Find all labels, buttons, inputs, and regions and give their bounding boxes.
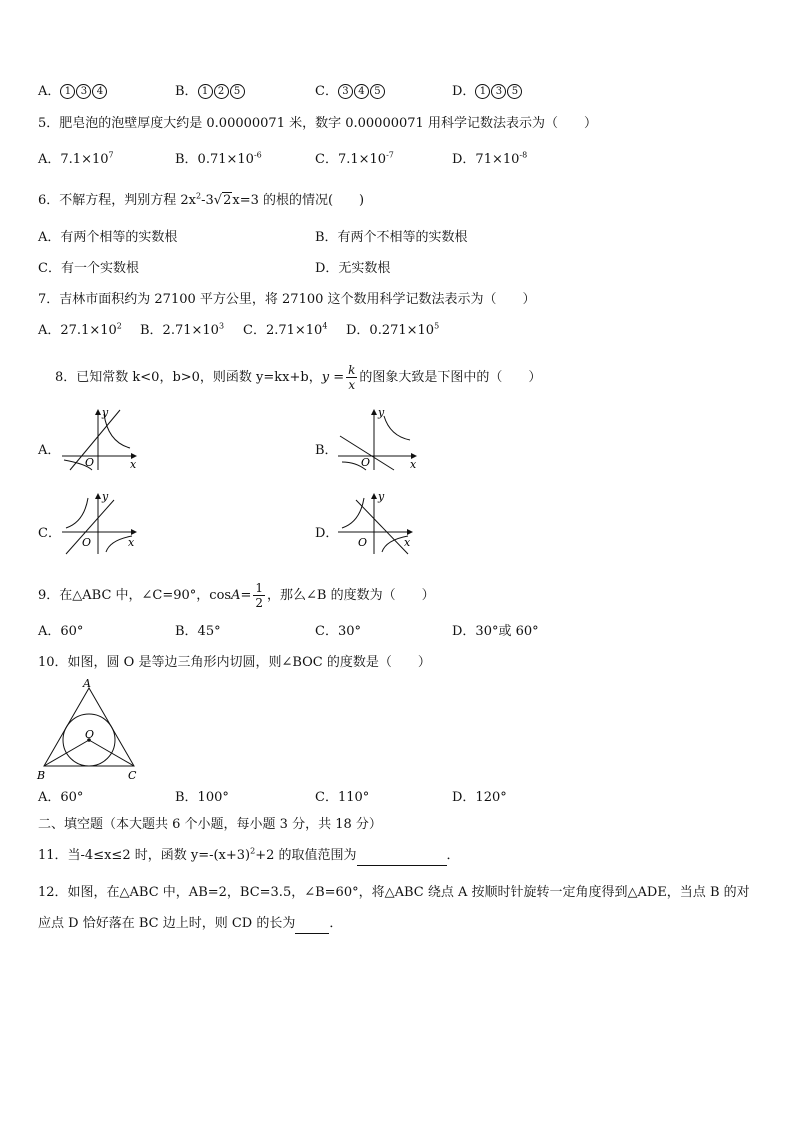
q5-b-text: B．0.71×10 xyxy=(175,152,254,167)
q9-den: 2 xyxy=(255,596,264,610)
q7-option-b xyxy=(140,322,224,340)
q9-option-d: D．30°或 60° xyxy=(452,624,539,639)
answer-blank[interactable] xyxy=(357,847,447,866)
hyperbola-branch xyxy=(384,416,410,440)
q4-a-label: A． xyxy=(38,84,61,99)
q6-radicand: 2 xyxy=(223,193,232,208)
q9-eq: = xyxy=(240,588,252,603)
q12-stem-line2 xyxy=(38,915,342,934)
q5-c-exp: -7 xyxy=(386,150,394,160)
point-a-label: A xyxy=(83,677,91,690)
q7-b-text: B．2.71×10 xyxy=(140,323,219,338)
q8-graph-c xyxy=(60,490,142,556)
q4-option-d xyxy=(452,83,523,101)
origin-label: O xyxy=(358,536,368,549)
q5-b-exp: -6 xyxy=(253,150,262,160)
q8-fraction xyxy=(346,363,357,392)
q6-stem xyxy=(38,192,364,210)
q4-b-mark-2: 2 xyxy=(214,84,229,99)
q8-graph-a-label: A． xyxy=(38,443,61,458)
q4-d-mark-3: 5 xyxy=(507,84,522,99)
q9-num: 1 xyxy=(255,581,264,595)
q5-stem: 5．肥皂泡的泡壁厚度大约是 0.00000071 米，数字 0.00000071 用科学记数法表示为（ ） xyxy=(38,116,597,131)
x-label: x xyxy=(410,458,417,471)
q4-c-mark-2: 4 xyxy=(354,84,369,99)
q8-graph-a xyxy=(60,406,142,472)
q8-den: x xyxy=(348,378,356,392)
q8-graph-b-label: B． xyxy=(315,443,338,458)
q4-option-a xyxy=(38,83,108,101)
q11-exp: 2 xyxy=(250,846,256,856)
q5-option-d xyxy=(452,151,527,169)
q10-figure xyxy=(36,676,146,784)
q10-option-d: D．120° xyxy=(452,790,507,805)
q11-post: +2 的取值范围为 xyxy=(255,848,357,863)
q11-end: ． xyxy=(446,848,460,863)
section-heading: 二、填空题（本大题共 6 个小题，每小题 3 分，共 18 分） xyxy=(38,817,382,832)
q7-d-text: D．0.271×10 xyxy=(346,323,435,338)
point-o-label: O xyxy=(85,728,95,741)
x-label: x xyxy=(404,536,411,549)
q9-stem xyxy=(38,578,435,614)
q7-a-exp: 2 xyxy=(116,321,122,331)
q8-pre: 8．已知常数 k<0，b>0，则函数 y=kx+b， xyxy=(55,370,322,385)
point-c-label: C xyxy=(128,769,137,782)
y-label: y xyxy=(102,490,109,503)
q6-pre: 6．不解方程，判别方程 2x xyxy=(38,193,197,208)
q9-option-a: A．60° xyxy=(38,624,84,639)
q6-option-c: C．有一个实数根 xyxy=(38,261,139,276)
q5-option-a xyxy=(38,151,114,169)
answer-blank[interactable] xyxy=(295,915,329,934)
q11-stem xyxy=(38,847,460,866)
q8-graph-d-label: D． xyxy=(315,526,339,541)
q6-option-b: B．有两个不相等的实数根 xyxy=(315,230,468,245)
q7-option-a xyxy=(38,322,122,340)
q9-fraction xyxy=(253,581,265,610)
q4-c-mark-1: 3 xyxy=(338,84,353,99)
equilateral-triangle xyxy=(44,688,134,766)
q4-b-label: B． xyxy=(175,84,198,99)
q4-b-mark-1: 1 xyxy=(198,84,213,99)
point-b-label: B xyxy=(37,769,46,782)
q8-graph-c-label: C． xyxy=(38,526,61,541)
q5-c-text: C．7.1×10 xyxy=(315,152,387,167)
q4-a-mark-3: 4 xyxy=(92,84,107,99)
q4-d-mark-1: 1 xyxy=(475,84,490,99)
q7-a-text: A．27.1×10 xyxy=(38,323,117,338)
q5-option-b xyxy=(175,151,262,169)
q10-stem: 10．如图，圆 O 是等边三角形内切圆，则∠BOC 的度数是（ ） xyxy=(38,655,431,670)
q8-eq: y = xyxy=(321,370,345,385)
q7-c-exp: 4 xyxy=(322,321,328,331)
q9-post: ，那么∠B 的度数为（ ） xyxy=(267,588,435,603)
y-label: y xyxy=(378,406,385,419)
q4-a-mark-2: 3 xyxy=(76,84,91,99)
q4-a-mark-1: 1 xyxy=(60,84,75,99)
x-label: x xyxy=(130,458,137,471)
q6-mid: -3 xyxy=(201,193,214,208)
y-label: y xyxy=(102,406,109,419)
q6-option-d: D．无实数根 xyxy=(315,261,391,276)
q7-d-exp: 5 xyxy=(434,321,440,331)
segment-ob xyxy=(44,740,89,766)
q4-d-mark-2: 3 xyxy=(491,84,506,99)
q4-c-label: C． xyxy=(315,84,338,99)
q8-graph-b xyxy=(336,406,422,472)
q4-option-b xyxy=(175,83,246,101)
q9-option-c: C．30° xyxy=(315,624,361,639)
q10-option-c: C．110° xyxy=(315,790,370,805)
q8-graph-d xyxy=(336,490,418,556)
q6-option-a: A．有两个相等的实数根 xyxy=(38,230,178,245)
segment-oc xyxy=(89,740,134,766)
q12-stem-line1: 12．如图，在△ABC 中，AB=2，BC=3.5，∠B=60°，将△ABC 绕点 A 按顺时针旋转一定角度得到△ADE，当点 B 的对 xyxy=(38,885,750,900)
hyperbola-branch xyxy=(104,414,130,448)
q10-option-a: A．60° xyxy=(38,790,84,805)
q9-pre: 9．在△ABC 中，∠C=90°，cos xyxy=(38,588,232,603)
q7-c-text: C．2.71×10 xyxy=(243,323,323,338)
origin-label: O xyxy=(361,456,371,469)
q7-option-c xyxy=(243,322,327,340)
q12-end: ． xyxy=(329,916,343,931)
origin-label: O xyxy=(85,456,95,469)
q7-stem: 7．吉林市面积约为 27100 平方公里，将 27100 这个数用科学记数法表示为（ ） xyxy=(38,292,536,307)
q4-d-label: D． xyxy=(452,84,476,99)
q4-option-c xyxy=(315,83,386,101)
q5-d-exp: -8 xyxy=(519,150,528,160)
q7-b-exp: 3 xyxy=(218,321,225,331)
q6-exp: 2 xyxy=(196,191,202,201)
q5-a-exp: 7 xyxy=(108,150,114,160)
q8-post: 的图象大致是下图中的（ ） xyxy=(359,370,542,385)
hyperbola-branch xyxy=(342,498,364,528)
line-graph xyxy=(70,410,120,470)
q10-option-b: B．100° xyxy=(175,790,229,805)
x-label: x xyxy=(128,536,135,549)
hyperbola-branch xyxy=(66,498,88,528)
q5-option-c xyxy=(315,151,394,169)
q7-option-d xyxy=(346,322,439,340)
q8-num: k xyxy=(348,363,356,377)
y-label: y xyxy=(378,490,385,503)
origin-label: O xyxy=(82,536,92,549)
q8-stem xyxy=(55,360,541,396)
q4-b-mark-3: 5 xyxy=(230,84,245,99)
q5-a-text: A．7.1×10 xyxy=(38,152,109,167)
q4-c-mark-3: 5 xyxy=(370,84,385,99)
q9-var: A xyxy=(231,588,241,603)
q9-option-b: B．45° xyxy=(175,624,221,639)
q12-line2-text: 应点 D 恰好落在 BC 边上时，则 CD 的长为 xyxy=(38,916,296,931)
sqrt-symbol: √2 xyxy=(213,193,232,208)
q6-post: x=3 的根的情况( ) xyxy=(232,193,365,208)
q11-pre: 11．当-4≤x≤2 时，函数 y=-(x+3) xyxy=(38,848,251,863)
q5-d-text: D．71×10 xyxy=(452,152,520,167)
